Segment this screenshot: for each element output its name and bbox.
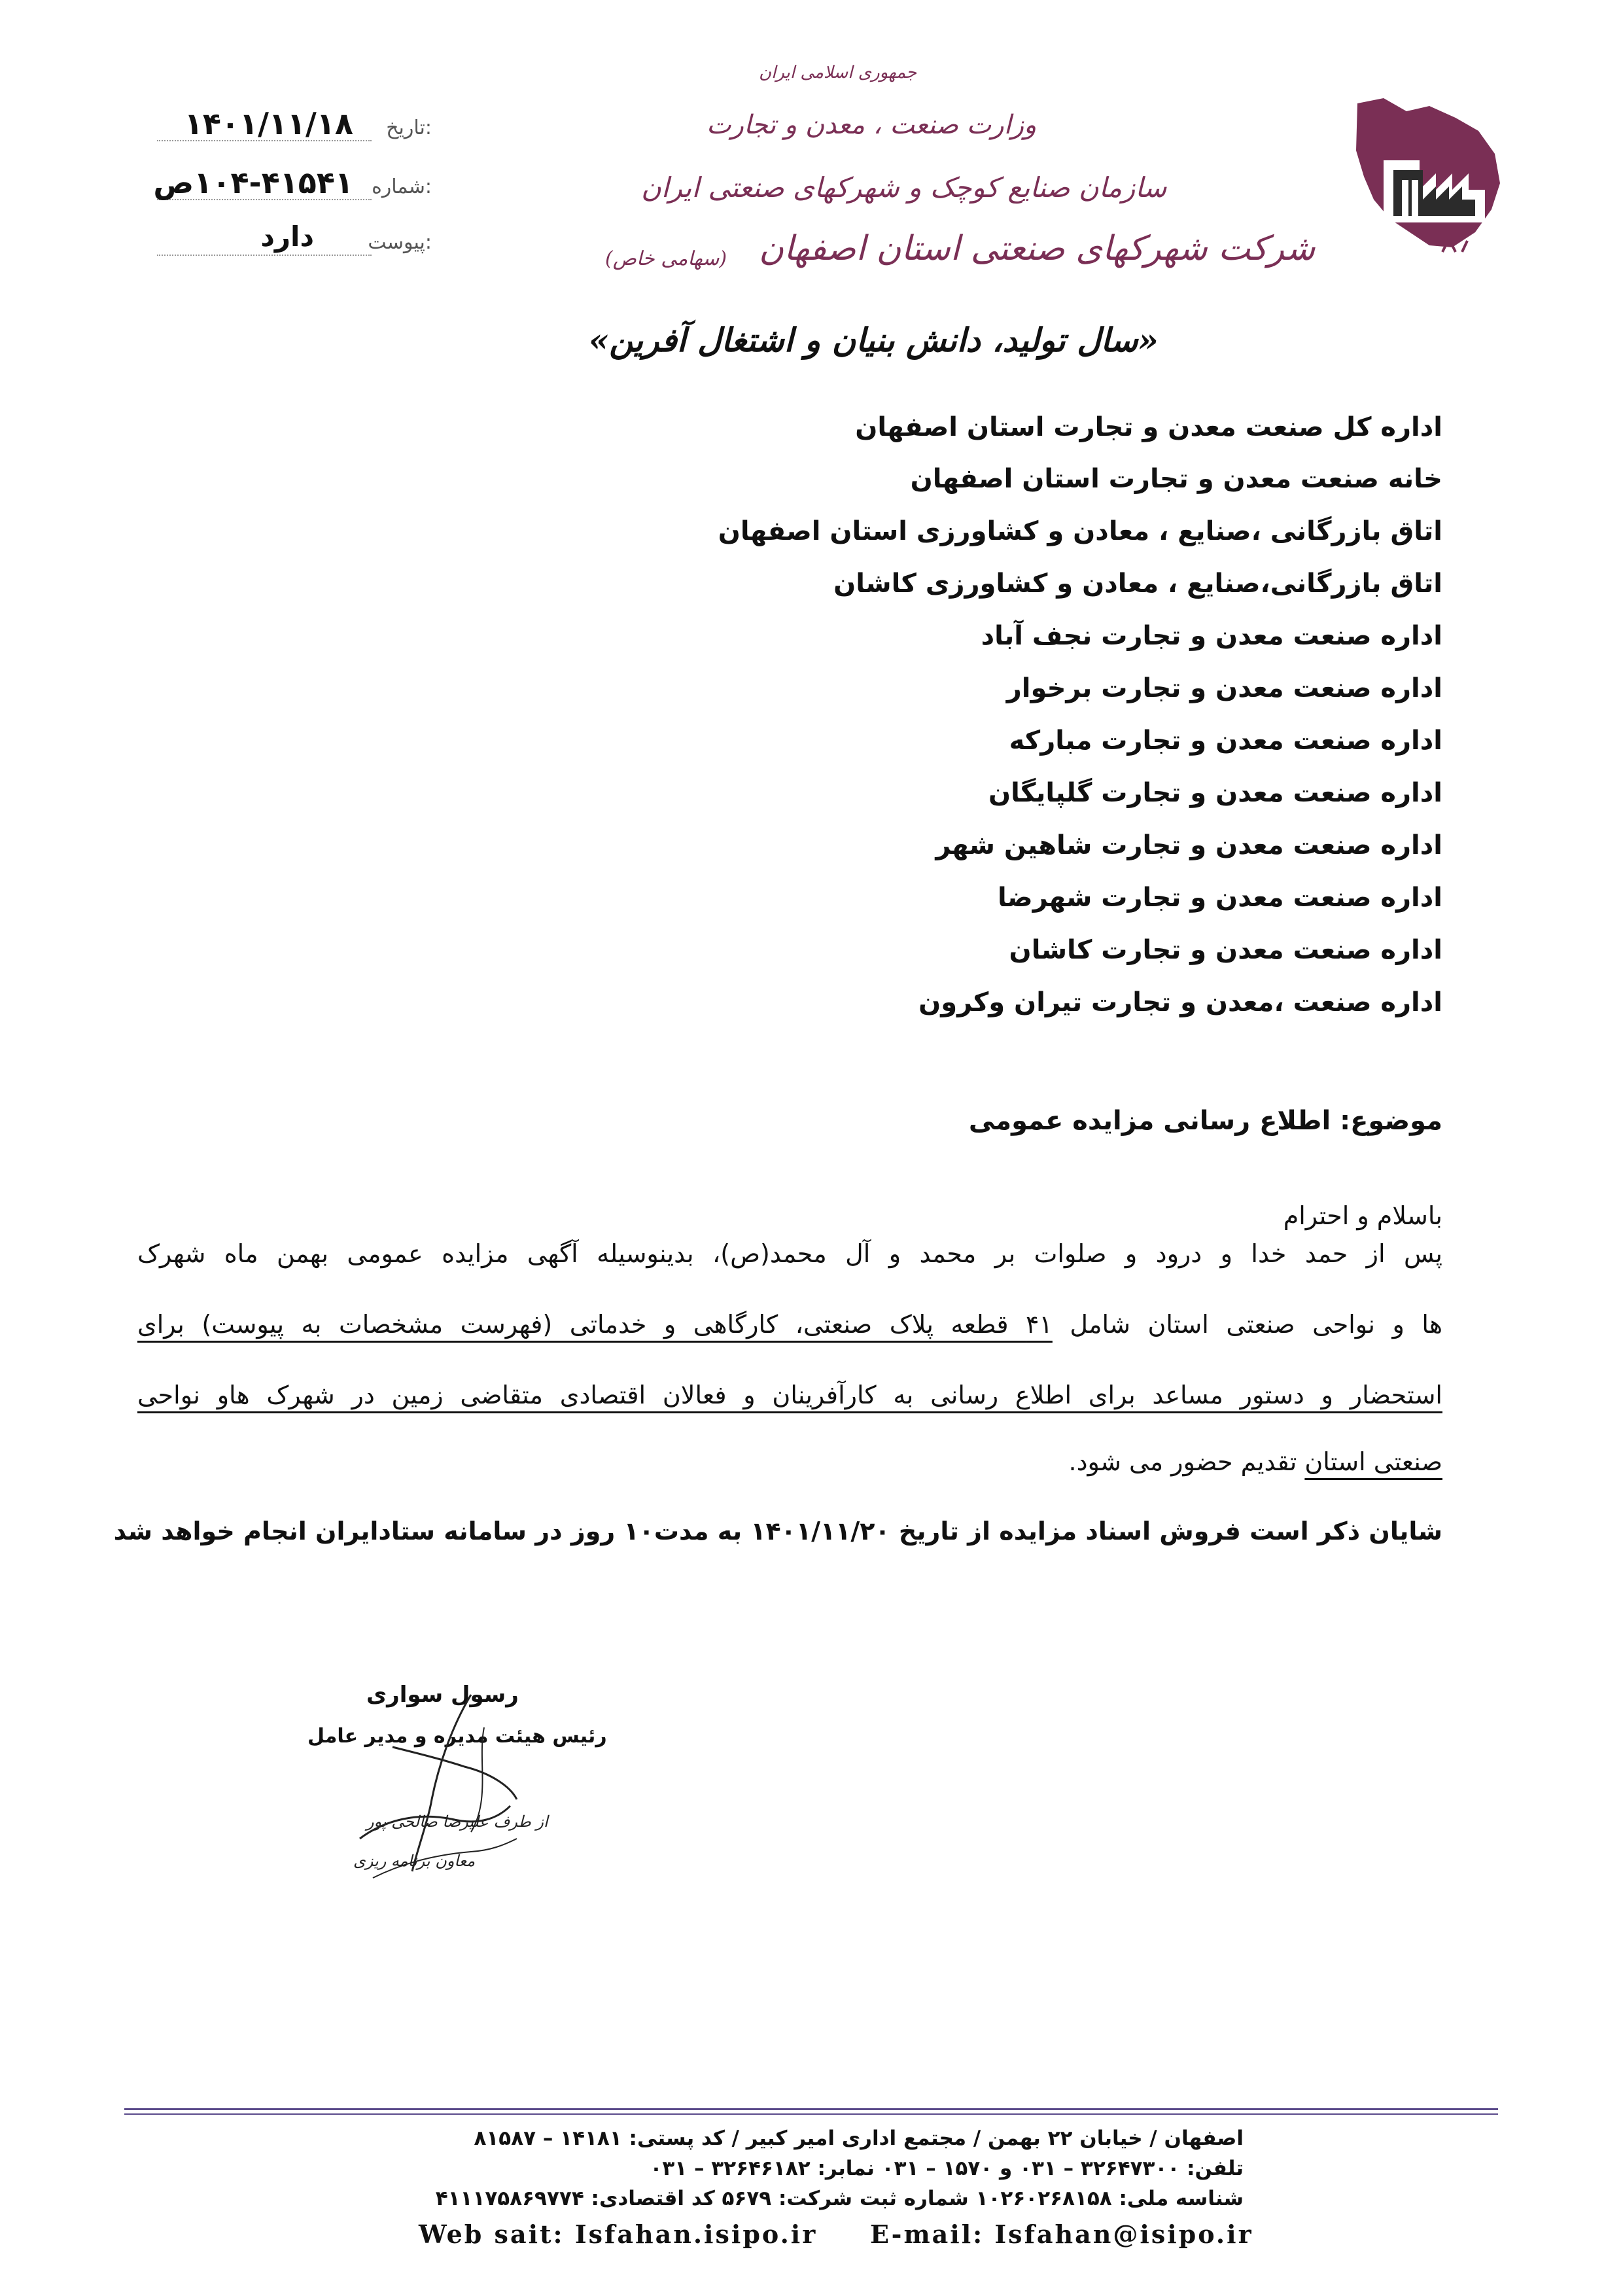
recipient-line: اتاق بازرگانی ،صنایع ، معادن و کشاورزی استان اصفهان (718, 516, 1442, 546)
footer-rule-top (124, 2108, 1498, 2110)
footer-ids: شناسه ملی: ۱۰۲۶۰۲۶۸۱۵۸ شماره ثبت شرکت: ۵۶۷۹ کد اقتصادی: ۴۱۱۱۷۵۸۶۹۷۷۴ (435, 2187, 1244, 2210)
header-company: شرکت شهرکهای صنعتی استان اصفهان (759, 229, 1316, 268)
attachment-row (118, 219, 432, 265)
date-row (118, 105, 432, 150)
body-line-2 (137, 1310, 1442, 1339)
number-value: ۱۰۴-۴۱۵۴۱ص (153, 165, 353, 200)
signature-deputy-title: معاون برنامه ریزی (353, 1852, 476, 1870)
salutation: باسلام و احترام (1283, 1201, 1442, 1230)
recipient-line: اتاق بازرگانی،صنایع ، معادن و کشاورزی کاشان (833, 569, 1442, 599)
body-text-underlined: استحضار و دستور مساعد برای اطلاع رسانی به کارآفرینان و فعالان اقتصادی متقاضی زمین در شهرک هاو نواحی (137, 1381, 1442, 1409)
footer-phones: تلفن: ۳۲۶۴۷۳۰۰ – ۰۳۱ و ۱۵۷۰ – ۰۳۱ نمابر: ۳۲۶۴۶۱۸۲ – ۰۳۱ (650, 2157, 1244, 2180)
iran-map-logo-icon (1344, 92, 1508, 262)
date-label: تاریخ: (386, 116, 432, 139)
body-line-3 (137, 1381, 1442, 1409)
number-label: شماره: (372, 175, 432, 198)
company-logo (1344, 92, 1508, 262)
body-text: پس از حمد خدا و درود و صلوات بر محمد و آل محمد(ص)، بدینوسیله آگهی مزایده عمومی بهمن ماه شهرک (137, 1239, 1442, 1268)
body-line-1 (137, 1239, 1442, 1268)
recipient-line: اداره صنعت معدن و تجارت گلپایگان (988, 778, 1442, 808)
recipient-line: اداره صنعت معدن و تجارت کاشان (1009, 935, 1442, 965)
signer-title: رئیس هیئت مدیره و مدیر عامل (307, 1725, 607, 1748)
body-text-underlined: ۴۱ قطعه پلاک صنعتی، کارگاهی و خدماتی (فهرست مشخصات به پیوست) برای (137, 1310, 1053, 1339)
recipient-line: اداره صنعت ،معدن و تجارت تیران وکرون (918, 987, 1442, 1017)
recipient-line: اداره صنعت معدن و تجارت نجف آباد (981, 621, 1442, 651)
recipient-line: اداره صنعت معدن و تجارت شاهین شهر (935, 830, 1442, 860)
recipient-line: خانه صنعت معدن و تجارت استان اصفهان (910, 464, 1442, 494)
recipient-line: اداره صنعت معدن و تجارت شهرضا (998, 883, 1442, 913)
attachment-value: دارد (260, 221, 314, 253)
attachment-label: پیوست: (368, 231, 432, 254)
header-organization: سازمان صنایع کوچک و شهرکهای صنعتی ایران (641, 171, 1167, 203)
header-republic: جمهوری اسلامی ایران (759, 63, 917, 82)
footer-address: اصفهان / خیابان ۲۲ بهمن / مجتمع اداری امیر کبیر / کد پستی: ۱۴۱۸۱ – ۸۱۵۸۷ (474, 2127, 1244, 2150)
number-row (118, 164, 432, 209)
footer-email: E-mail: Isfahan@isipo.ir (870, 2219, 1253, 2249)
recipient-line: اداره کل صنعت معدن و تجارت استان اصفهان (855, 412, 1442, 442)
header-ministry: وزارت صنعت ، معدن و تجارت (707, 110, 1037, 140)
signer-name: رسول سواری (366, 1682, 519, 1708)
recipient-line: اداره صنعت معدن و تجارت مبارکه (1009, 726, 1442, 756)
recipient-line: اداره صنعت معدن و تجارت برخوار (1006, 673, 1442, 703)
body-text: تقدیم حضور می شود. (1068, 1447, 1305, 1476)
body-text-underlined: صنعتی استان (1304, 1447, 1442, 1476)
sale-note: شایان ذکر است فروش اسناد مزایده از تاریخ ۱۴۰۱/۱۱/۲۰ به مدت۱۰ روز در سامانه ستادایران انجام خواهد شد (113, 1517, 1442, 1545)
header-company-type: (سهامی خاص) (605, 247, 727, 270)
year-slogan: «سال تولید، دانش بنیان و اشتغال آفرین» (589, 321, 1159, 359)
footer-rule-bottom (124, 2113, 1498, 2115)
footer-website: Web sait: Isfahan.isipo.ir (419, 2219, 818, 2249)
body-line-4 (137, 1447, 1442, 1476)
attachment-dots (157, 255, 372, 256)
body-text: ها و نواحی صنعتی استان شامل (1052, 1310, 1443, 1339)
signature-delegation-note: از طرف علیرضا صالحی پور (366, 1812, 548, 1831)
date-value: ۱۴۰۱/۱۱/۱۸ (184, 106, 353, 141)
letter-subject: موضوع: اطلاع رسانی مزایده عمومی (968, 1106, 1442, 1136)
